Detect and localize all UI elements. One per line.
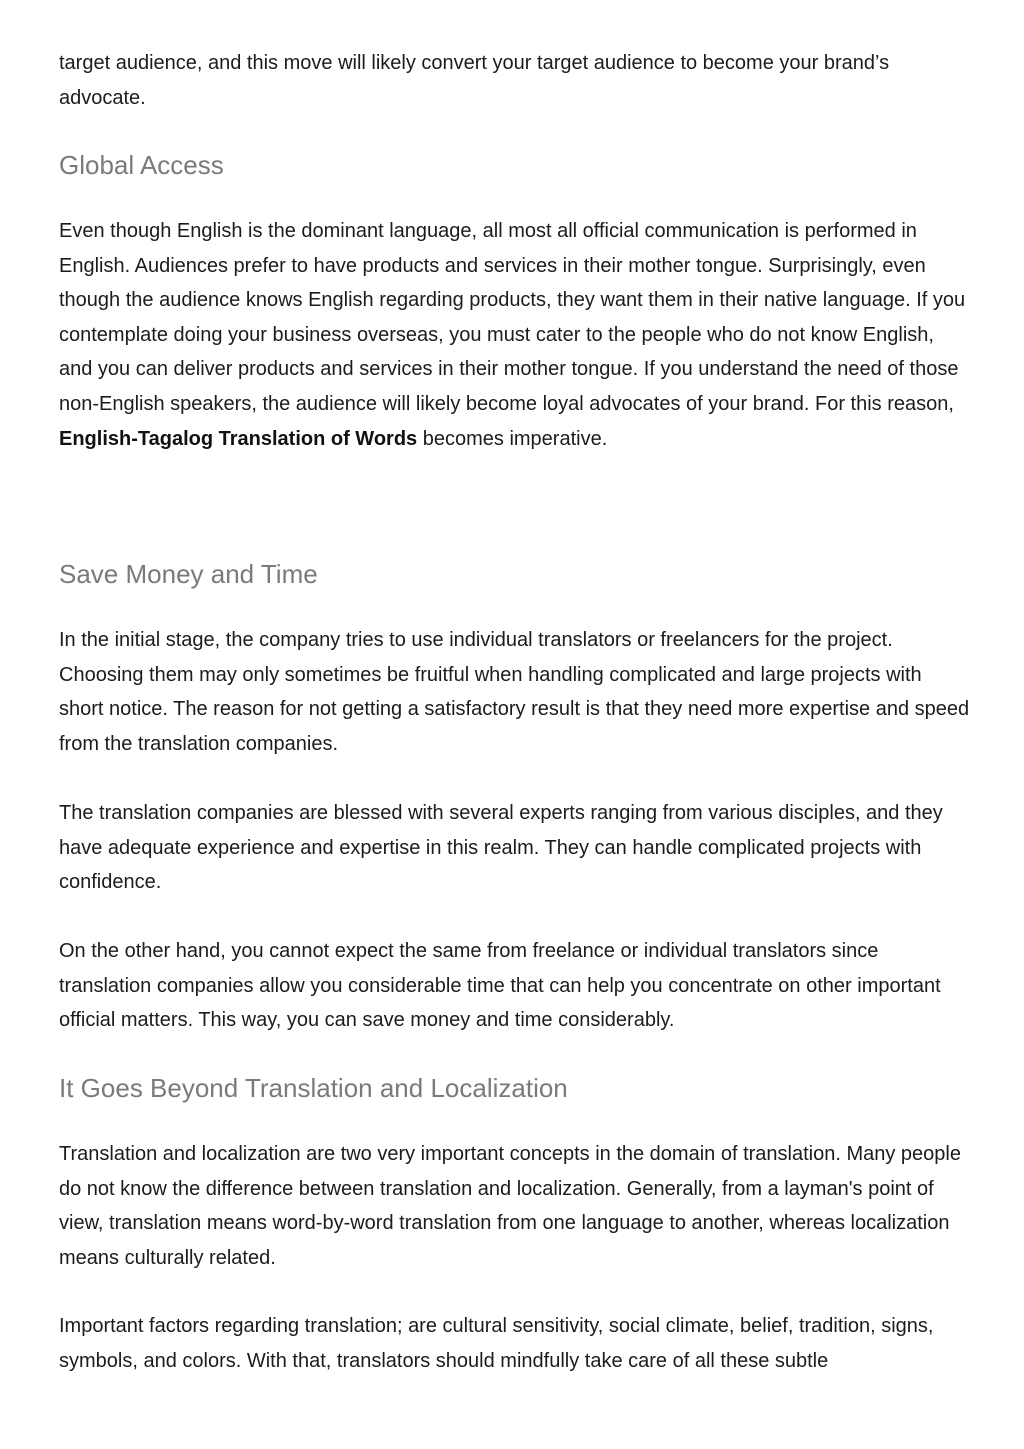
- beyond-translation-paragraph-1: Translation and localization are two very important concepts in the domain of translation. Many people do not know the difference between translation and localization. Generally, from a layman's point of view, translation means word-by-word translation from one language to another, whereas localization means culturally related.: [59, 1143, 961, 1269]
- save-money-heading: Save Money and Time: [59, 559, 318, 589]
- save-money-paragraph-3: On the other hand, you cannot expect the same from freelance or individual translators since translation companies allow you considerable time that can help you concentrate on other important official matters. This way, you can save money and time considerably.: [59, 940, 941, 1032]
- beyond-translation-paragraph-2: Important factors regarding translation; are cultural sensitivity, social climate, belief, tradition, signs, symbols, and colors. With that, translators should mindfully take care of all these subtle: [59, 1315, 934, 1372]
- global-access-text-after: becomes imperative.: [417, 427, 608, 450]
- global-access-heading: Global Access: [59, 150, 224, 180]
- global-access-paragraph: [59, 214, 971, 456]
- beyond-translation-heading: It Goes Beyond Translation and Localization: [59, 1073, 568, 1103]
- intro-paragraph: target audience, and this move will likely convert your target audience to become your brand’s advocate.: [59, 52, 890, 109]
- global-access-text-before: Even though English is the dominant language, all most all official communication is performed in English. Audiences prefer to have products and services in their mother tongue. Surprisingly, even though the audience knows English regarding products, they want them in their native language. If you contemplate doing your business overseas, you must cater to the people who do not know English, and you can deliver products and services in their mother tongue. If you understand the need of those non-English speakers, the audience will likely become loyal advocates of your brand. For this reason,: [59, 220, 966, 415]
- save-money-paragraph-1: In the initial stage, the company tries to use individual translators or freelancers for the project. Choosing them may only sometimes be fruitful when handling complicated and large projects with short notice. The reason for not getting a satisfactory result is that they need more expertise and speed from the translation companies.: [59, 629, 970, 755]
- save-money-paragraph-2: The translation companies are blessed with several experts ranging from various disciples, and they have adequate experience and expertise in this realm. They can handle complicated projects with confidence.: [59, 802, 943, 894]
- global-access-bold-link-text: English-Tagalog Translation of Words: [59, 427, 418, 450]
